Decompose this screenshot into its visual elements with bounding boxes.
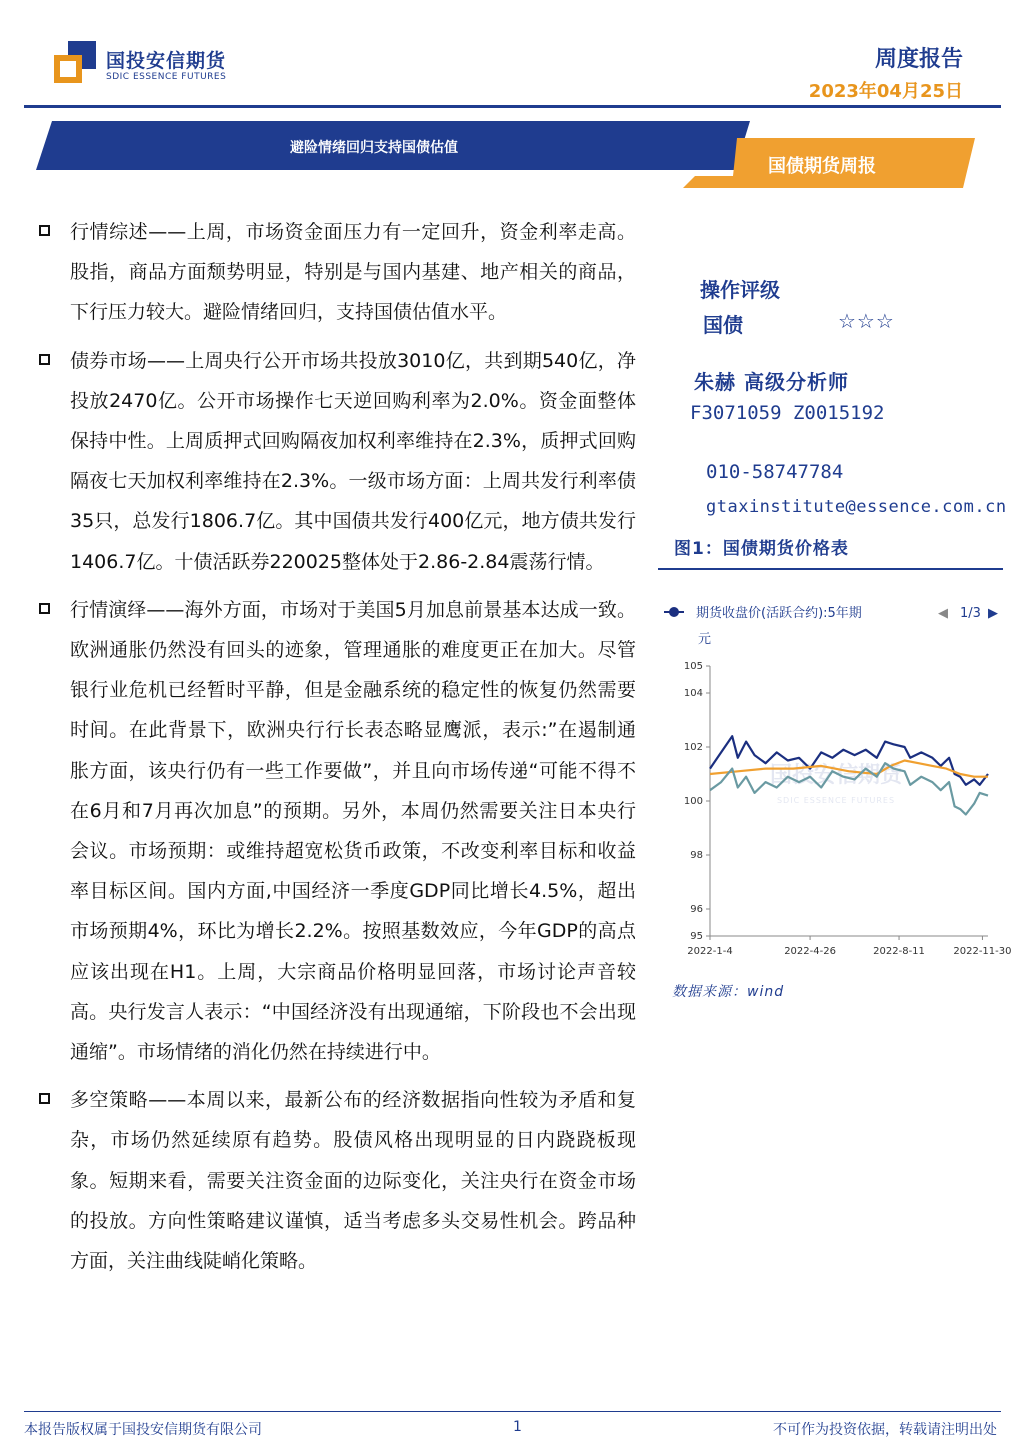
contact-phone: 010-58747784 <box>706 461 844 483</box>
x-tick-label: 2022-8-11 <box>873 946 925 957</box>
footer-divider <box>24 1411 1001 1412</box>
market-overview-paragraph <box>36 212 636 333</box>
chart-axes <box>684 661 1012 957</box>
x-tick-label: 2022-1-4 <box>687 946 733 957</box>
contact-email[interactable]: gtaxinstitute@essence.com.cn <box>706 497 1007 517</box>
y-tick-label: 98 <box>690 850 703 861</box>
bullet-square-icon <box>39 1093 50 1104</box>
y-tick-label: 96 <box>690 904 703 915</box>
paragraph-text: 多空策略——本周以来，最新公布的经济数据指向性较为矛盾和复杂，市场仍然延续原有趋势。股债风格出现明显的日内跷跷板现象。短期来看，需要关注资金面的边际变化，关注央行在资金市场的投放。方向性策略建议谨慎，适当考虑多头交易性机会。跨品种方面，关注曲线陡峭化策略。 <box>70 1089 636 1273</box>
bullet-square-icon <box>39 603 50 614</box>
report-name: 国债期货周报 <box>768 156 876 177</box>
analyst-license: F3071059 Z0015192 <box>690 402 885 424</box>
figure-title: 图1：国债期货价格表 <box>674 539 849 559</box>
chart-watermark: 国投安信期货 <box>769 763 903 788</box>
rating-item: 国债 <box>703 313 743 337</box>
paragraph-text: 行情演绎——海外方面，市场对于美国5月加息前景基本达成一致。欧洲通胀仍然没有回头的迹象，管理通胀的难度更正在加大。尽管银行业危机已经暂时平静，但是金融系统的稳定性的恢复仍然需要时间。在此背景下，欧洲央行行长表态略显鹰派，表示:”在遏制通胀方面，该央行仍有一些工作要做”，并且向市场传递“可能不得不在6月和7月再次加息”的预期。另外，本周仍然需要关注日本央行会议。市场预期：或维持超宽松货币政策，不改变利率目标和收益率目标区间。国内方面,中国经济一季度GDP同比增长4.5%，超出市场预期4%，环比为增长2.2%。按照基数效应，今年GDP的高点应该出现在H1。上周，大宗商品价格明显回落，市场讨论声音较高。央行发言人表示：“中国经济没有出现通缩，下阶段也不会出现通缩”。市场情绪的消化仍然在持续进行中。 <box>70 598 636 1064</box>
x-tick-label: 2022-4-26 <box>784 946 836 957</box>
legend-label: 期货收盘价(活跃合约):5年期 <box>696 606 862 621</box>
company-logo-icon <box>54 41 96 83</box>
footer-copyright: 本报告版权属于国投安信期货有限公司 <box>24 1422 262 1438</box>
market-drivers-paragraph <box>36 590 636 1072</box>
header-divider <box>24 105 1001 108</box>
chart-legend <box>664 605 998 647</box>
report-headline: 避险情绪回归支持国债估值 <box>290 140 458 156</box>
company-name-cn: 国投安信期货 <box>106 50 227 72</box>
legend-next-icon[interactable]: ▶ <box>988 606 998 621</box>
report-type: 周度报告 <box>874 47 963 72</box>
x-tick-label: 2022-11-30 <box>953 946 1012 957</box>
bond-market-paragraph <box>36 341 636 582</box>
legend-prev-icon[interactable]: ◀ <box>938 606 948 621</box>
y-tick-label: 104 <box>683 688 703 699</box>
bullet-square-icon <box>39 354 50 365</box>
y-tick-label: 105 <box>683 661 703 672</box>
report-date: 2023年04月25日 <box>808 81 963 102</box>
report-body <box>36 212 636 1289</box>
data-source: 数据来源：wind <box>672 984 785 1000</box>
y-tick-label: 95 <box>690 931 703 942</box>
strategy-paragraph <box>36 1080 636 1281</box>
futures-price-chart <box>658 590 1012 970</box>
paragraph-text: 行情综述——上周，市场资金面压力有一定回升，资金利率走高。股指，商品方面颓势明显，特别是与国内基建、地产相关的商品，下行压力较大。避险情绪回归，支持国债估值水平。 <box>70 221 636 324</box>
bullet-square-icon <box>39 225 50 236</box>
legend-unit: 元 <box>698 632 712 647</box>
rating-stars: ☆☆☆ <box>838 309 895 333</box>
legend-marker-icon <box>669 607 679 617</box>
legend-page: 1/3 <box>960 606 981 621</box>
footer-disclaimer: 不可作为投资依据，转载请注明出处 <box>773 1422 997 1438</box>
company-name-en: SDIC ESSENCE FUTURES <box>106 72 227 82</box>
figure-divider <box>658 568 1003 570</box>
paragraph-text: 债券市场——上周央行公开市场共投放3010亿，共到期540亿，净投放2470亿。公开市场操作七天逆回购利率为2.0%。资金面整体保持中性。上周质押式回购隔夜加权利率维持在2.3%，质押式回购隔夜七天加权利率维持在2.3%。一级市场方面：上周共发行利率债35只，总发行1806.7亿。其中国债共发行400亿元，地方债共发行1406.7亿。十债活跃券220025整体处于2.86-2.84震荡行情。 <box>70 349 636 573</box>
analyst-name: 朱赫 高级分析师 <box>694 370 849 394</box>
chart-watermark-en: SDIC ESSENCE FUTURES <box>776 796 896 805</box>
y-tick-label: 102 <box>683 742 703 753</box>
rating-label: 操作评级 <box>700 278 780 302</box>
y-tick-label: 100 <box>683 796 703 807</box>
page-number: 1 <box>513 1419 522 1435</box>
